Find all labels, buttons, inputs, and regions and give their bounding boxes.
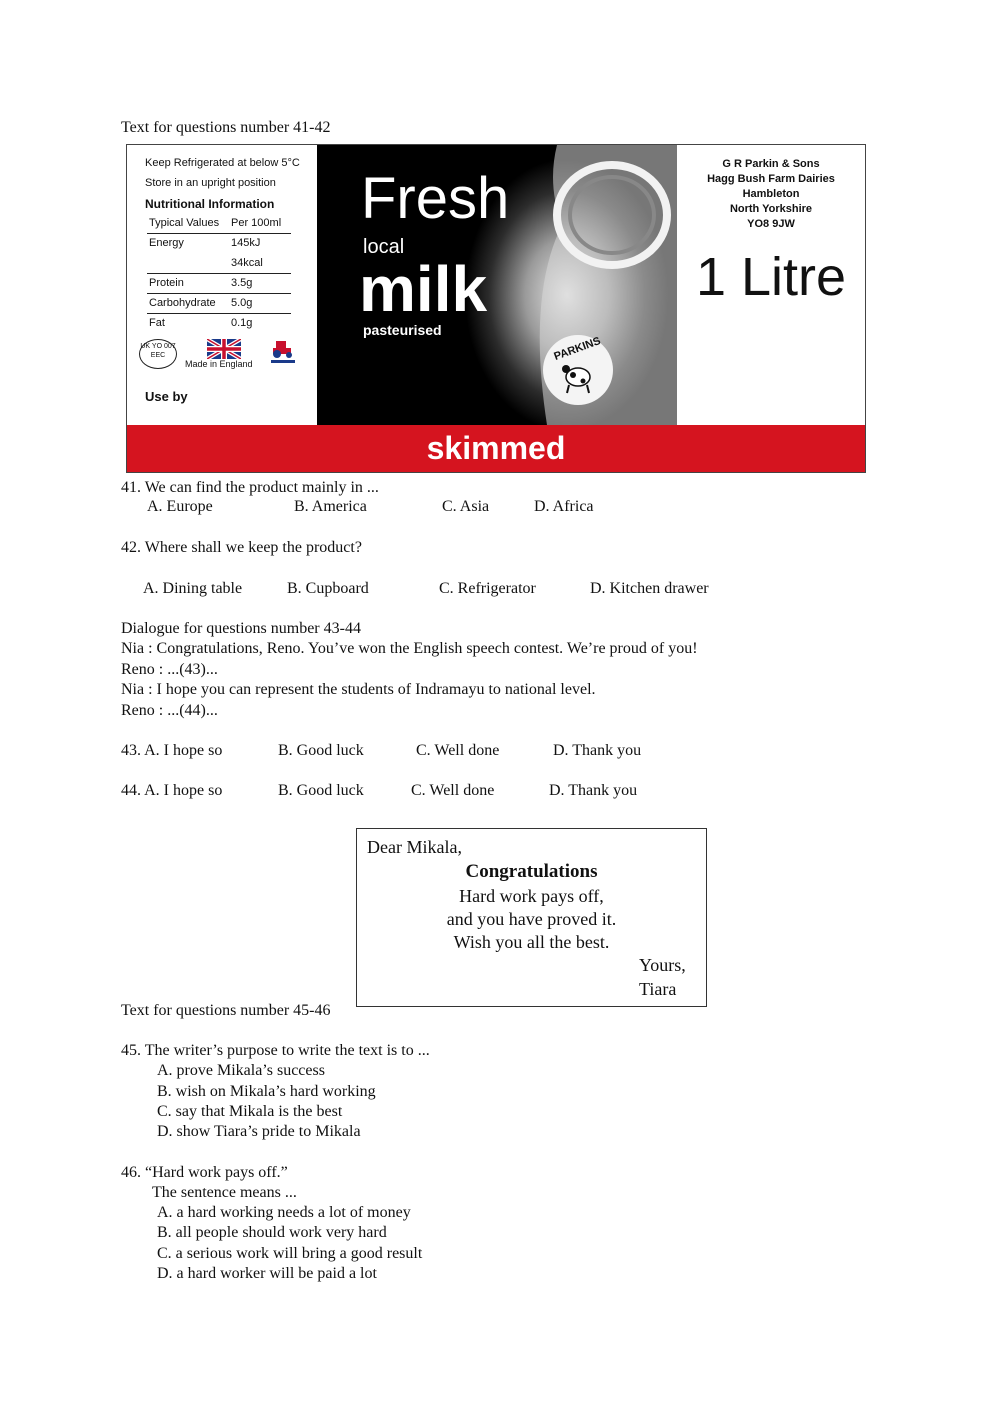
option-a: A. prove Mikala’s success [157,1062,325,1079]
question-46-prompt: The sentence means ... [152,1184,297,1201]
option-b: B. Cupboard [287,580,369,597]
nutrition-rule [147,293,291,294]
typical-values-label: Typical Values [149,217,220,229]
question-42: 42. Where shall we keep the product? [121,539,362,556]
option-b: B. Good luck [278,782,364,799]
nutrient-value: 5.0g [231,297,253,309]
parkins-logo [543,335,613,405]
option-c: C. a serious work will bring a good result [157,1245,423,1262]
pasteurised-text: pasteurised [363,322,442,338]
option-d: D. Thank you [549,782,638,799]
company-line: North Yorkshire [729,203,813,215]
nutrition-rule [147,233,291,234]
card-greeting: Dear Mikala, [367,837,462,857]
nutrition-title: Nutritional Information [145,197,275,211]
question-41: 41. We can find the product mainly in ... [121,479,379,496]
card-title: Congratulations [465,861,598,882]
company-line: Hagg Bush Farm Dairies [707,173,835,185]
company-line: YO8 9JW [747,218,795,230]
card-signature: Tiara [639,979,677,999]
option-a: A. Dining table [143,580,243,597]
per-100ml-label: Per 100ml [231,217,282,229]
dialogue-line: Reno : ...(44)... [121,702,218,719]
nutrient-value: 0.1g [231,317,253,329]
dialogue-line: Reno : ...(43)... [121,661,218,678]
skimmed-bar [127,425,865,472]
option-c: C. say that Mikala is the best [157,1103,343,1120]
brand-name-text: PARKINS [552,335,603,363]
option-b: B. Good luck [278,742,364,759]
section-heading-43-44: Dialogue for questions number 43-44 [121,620,361,637]
nutrient-name: Fat [149,317,165,329]
store-upright-text: Store in an upright position [145,177,276,189]
made-in-england-text: Made in England [185,359,253,369]
fresh-heading: Fresh [361,166,510,231]
nutrient-name: Carbohydrate [149,297,216,309]
section-heading-41-42: Text for questions number 41-42 [121,119,331,136]
option-d: D. Thank you [553,742,642,759]
option-d: D. show Tiara’s pride to Mikala [157,1123,361,1140]
option-d: D. a hard worker will be paid a lot [157,1265,377,1282]
dialogue-line: Nia : I hope you can represent the students of Indramayu to national level. [121,681,596,698]
union-flag-icon [207,339,241,359]
tractor-icon [269,339,297,365]
option-b: B. wish on Mikala’s hard working [157,1083,376,1100]
option-c: C. Well done [416,742,500,759]
dialogue-line: Nia : Congratulations, Reno. You’ve won the English speech contest. We’re proud of you! [121,640,698,657]
option-b: B. America [294,498,367,515]
milk-heading: milk [359,253,488,325]
option-a: A. a hard working needs a lot of money [157,1204,411,1221]
nutrient-value: 145kJ [231,237,261,249]
use-by-label: Use by [145,389,188,404]
nutrient-value: 34kcal [231,257,263,269]
label-photo-panel [317,145,677,425]
option-c: C. Well done [411,782,495,799]
local-text: local [363,236,405,258]
keep-refrigerated-text: Keep Refrigerated at below 5°C [145,157,300,169]
nutrient-name: Energy [149,237,184,249]
nutrient-value: 3.5g [231,277,253,289]
question-46: 46. “Hard work pays off.” [121,1164,288,1181]
greeting-card [356,828,707,1007]
section-heading-45-46: Text for questions number 45-46 [121,1002,331,1019]
cow-icon [561,359,595,395]
option-d: D. Africa [534,498,594,515]
option-b: B. all people should work very hard [157,1224,387,1241]
option-a: A. Europe [147,498,213,515]
skimmed-text: skimmed [426,430,566,466]
question-44-option-a: 44. A. I hope so [121,782,223,799]
health-mark-seal: UK YO 007 EEC [139,339,177,369]
milk-label [126,144,866,473]
question-43-option-a: 43. A. I hope so [121,742,223,759]
label-company-panel [677,145,865,425]
nutrition-rule [147,273,291,274]
option-c: C. Refrigerator [439,580,536,597]
question-45: 45. The writer’s purpose to write the text is to ... [121,1042,430,1059]
card-line: Hard work pays off, [459,886,604,906]
card-line: Wish you all the best. [453,932,610,952]
company-line: Hambleton [742,188,800,200]
volume-text: 1 Litre [695,247,847,307]
card-line: and you have proved it. [446,909,617,929]
option-c: C. Asia [442,498,490,515]
nutrition-rule [147,313,291,314]
nutrient-name: Protein [149,277,184,289]
option-d: D. Kitchen drawer [590,580,709,597]
card-closing: Yours, [639,955,686,975]
company-line: G R Parkin & Sons [722,158,820,170]
label-info-panel [127,145,317,425]
